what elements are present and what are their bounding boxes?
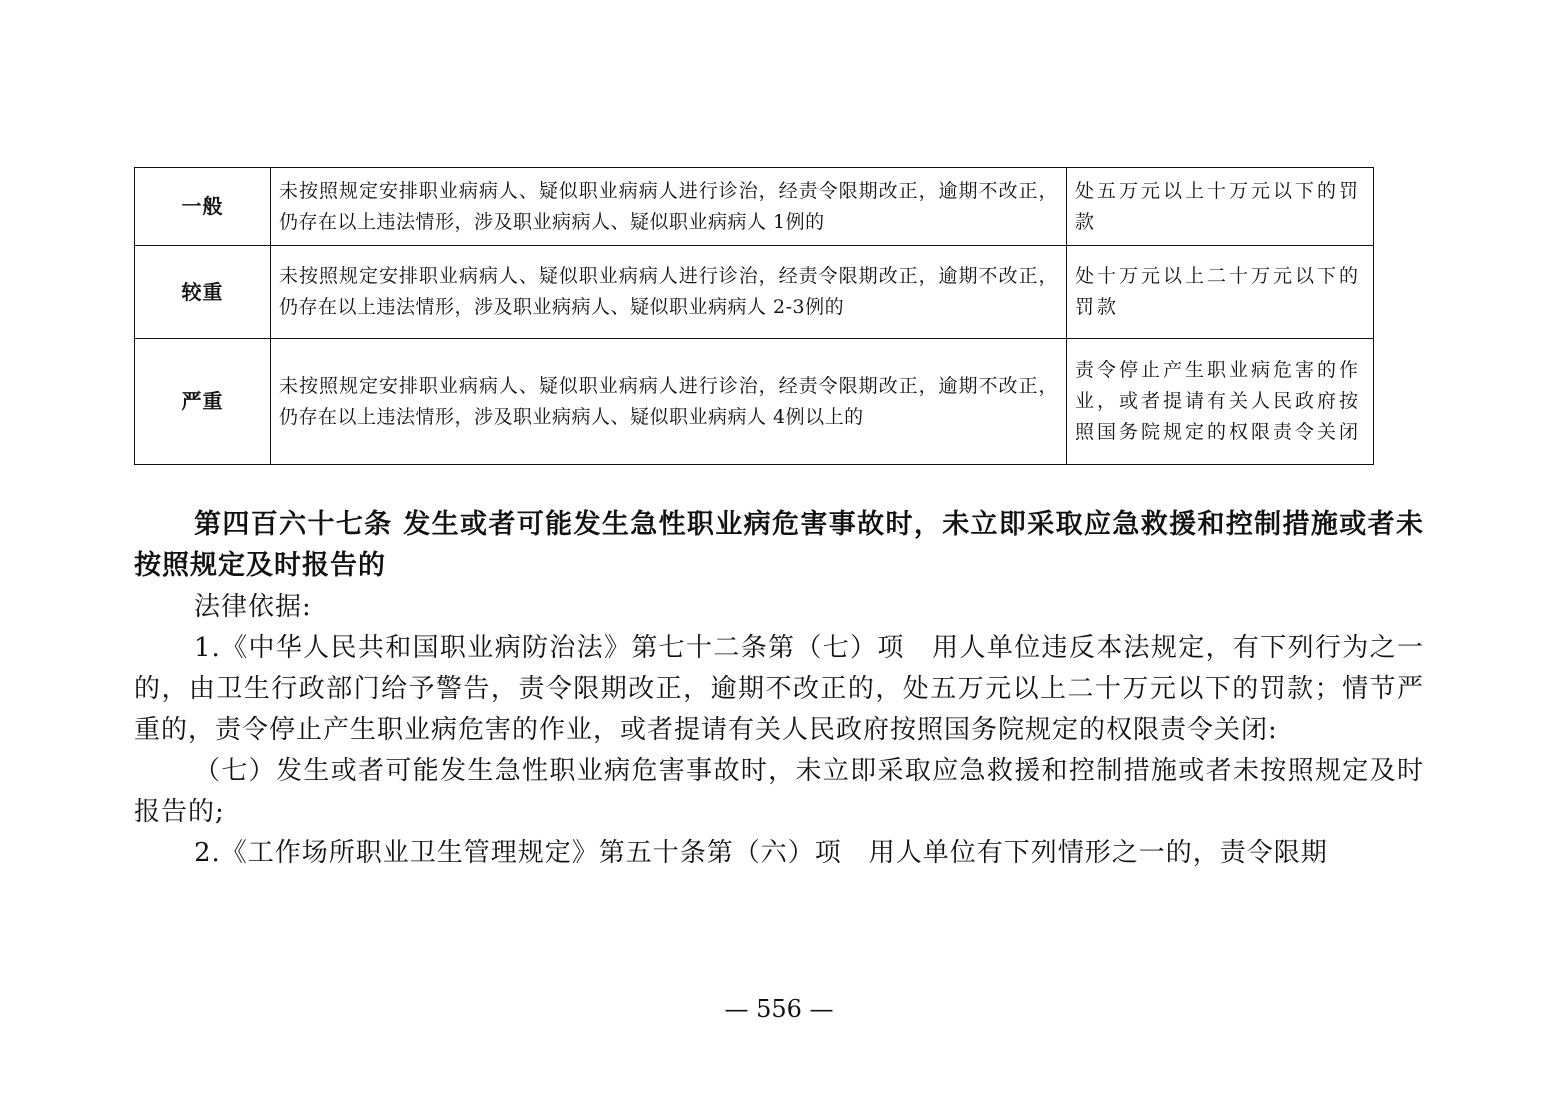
severity-level-cell: 一般	[135, 168, 271, 246]
penalty-table	[134, 167, 1374, 465]
legal-basis-section	[134, 587, 1424, 874]
table-row	[135, 246, 1374, 339]
penalty-cell: 责令停止产生职业病危害的作业，或者提请有关人民政府按照国务院规定的权限责令关闭	[1067, 339, 1374, 465]
circumstance-cell: 未按照规定安排职业病病人、疑似职业病病人进行诊治，经责令限期改正，逾期不改正，仍存在以上违法情形，涉及职业病病人、疑似职业病病人 1例的	[271, 168, 1067, 246]
penalty-cell: 处十万元以上二十万元以下的罚款	[1067, 246, 1374, 339]
legal-basis-item-1: 1.《中华人民共和国职业病防治法》第七十二条第（七）项 用人单位违反本法规定，有下列行为之一的，由卫生行政部门给予警告，责令限期改正，逾期不改正的，处五万元以上二十万元以下的罚款；情节严重的，责令停止产生职业病危害的作业，或者提请有关人民政府按照国务院规定的权限责令关闭:	[134, 633, 1424, 745]
circumstance-cell: 未按照规定安排职业病病人、疑似职业病病人进行诊治，经责令限期改正，逾期不改正，仍存在以上违法情形，涉及职业病病人、疑似职业病病人 2-3例的	[271, 246, 1067, 339]
article-heading: 第四百六十七条 发生或者可能发生急性职业病危害事故时，未立即采取应急救援和控制措施或者未按照规定及时报告的	[134, 509, 1424, 581]
page-number: — 556 —	[724, 995, 834, 1023]
severity-level-cell: 严重	[135, 339, 271, 465]
penalty-cell: 处五万元以上十万元以下的罚款	[1067, 168, 1374, 246]
legal-basis-clause: （七）发生或者可能发生急性职业病危害事故时，未立即采取应急救援和控制措施或者未按照规定及时报告的;	[134, 756, 1424, 827]
table-row	[135, 168, 1374, 246]
table-row	[135, 339, 1374, 465]
severity-level-cell: 较重	[135, 246, 271, 339]
circumstance-cell: 未按照规定安排职业病病人、疑似职业病病人进行诊治，经责令限期改正，逾期不改正，仍存在以上违法情形，涉及职业病病人、疑似职业病病人 4例以上的	[271, 339, 1067, 465]
legal-basis-label: 法律依据:	[194, 592, 312, 622]
legal-basis-item-2: 2.《工作场所职业卫生管理规定》第五十条第（六）项 用人单位有下列情形之一的，责令限期	[194, 838, 1328, 868]
